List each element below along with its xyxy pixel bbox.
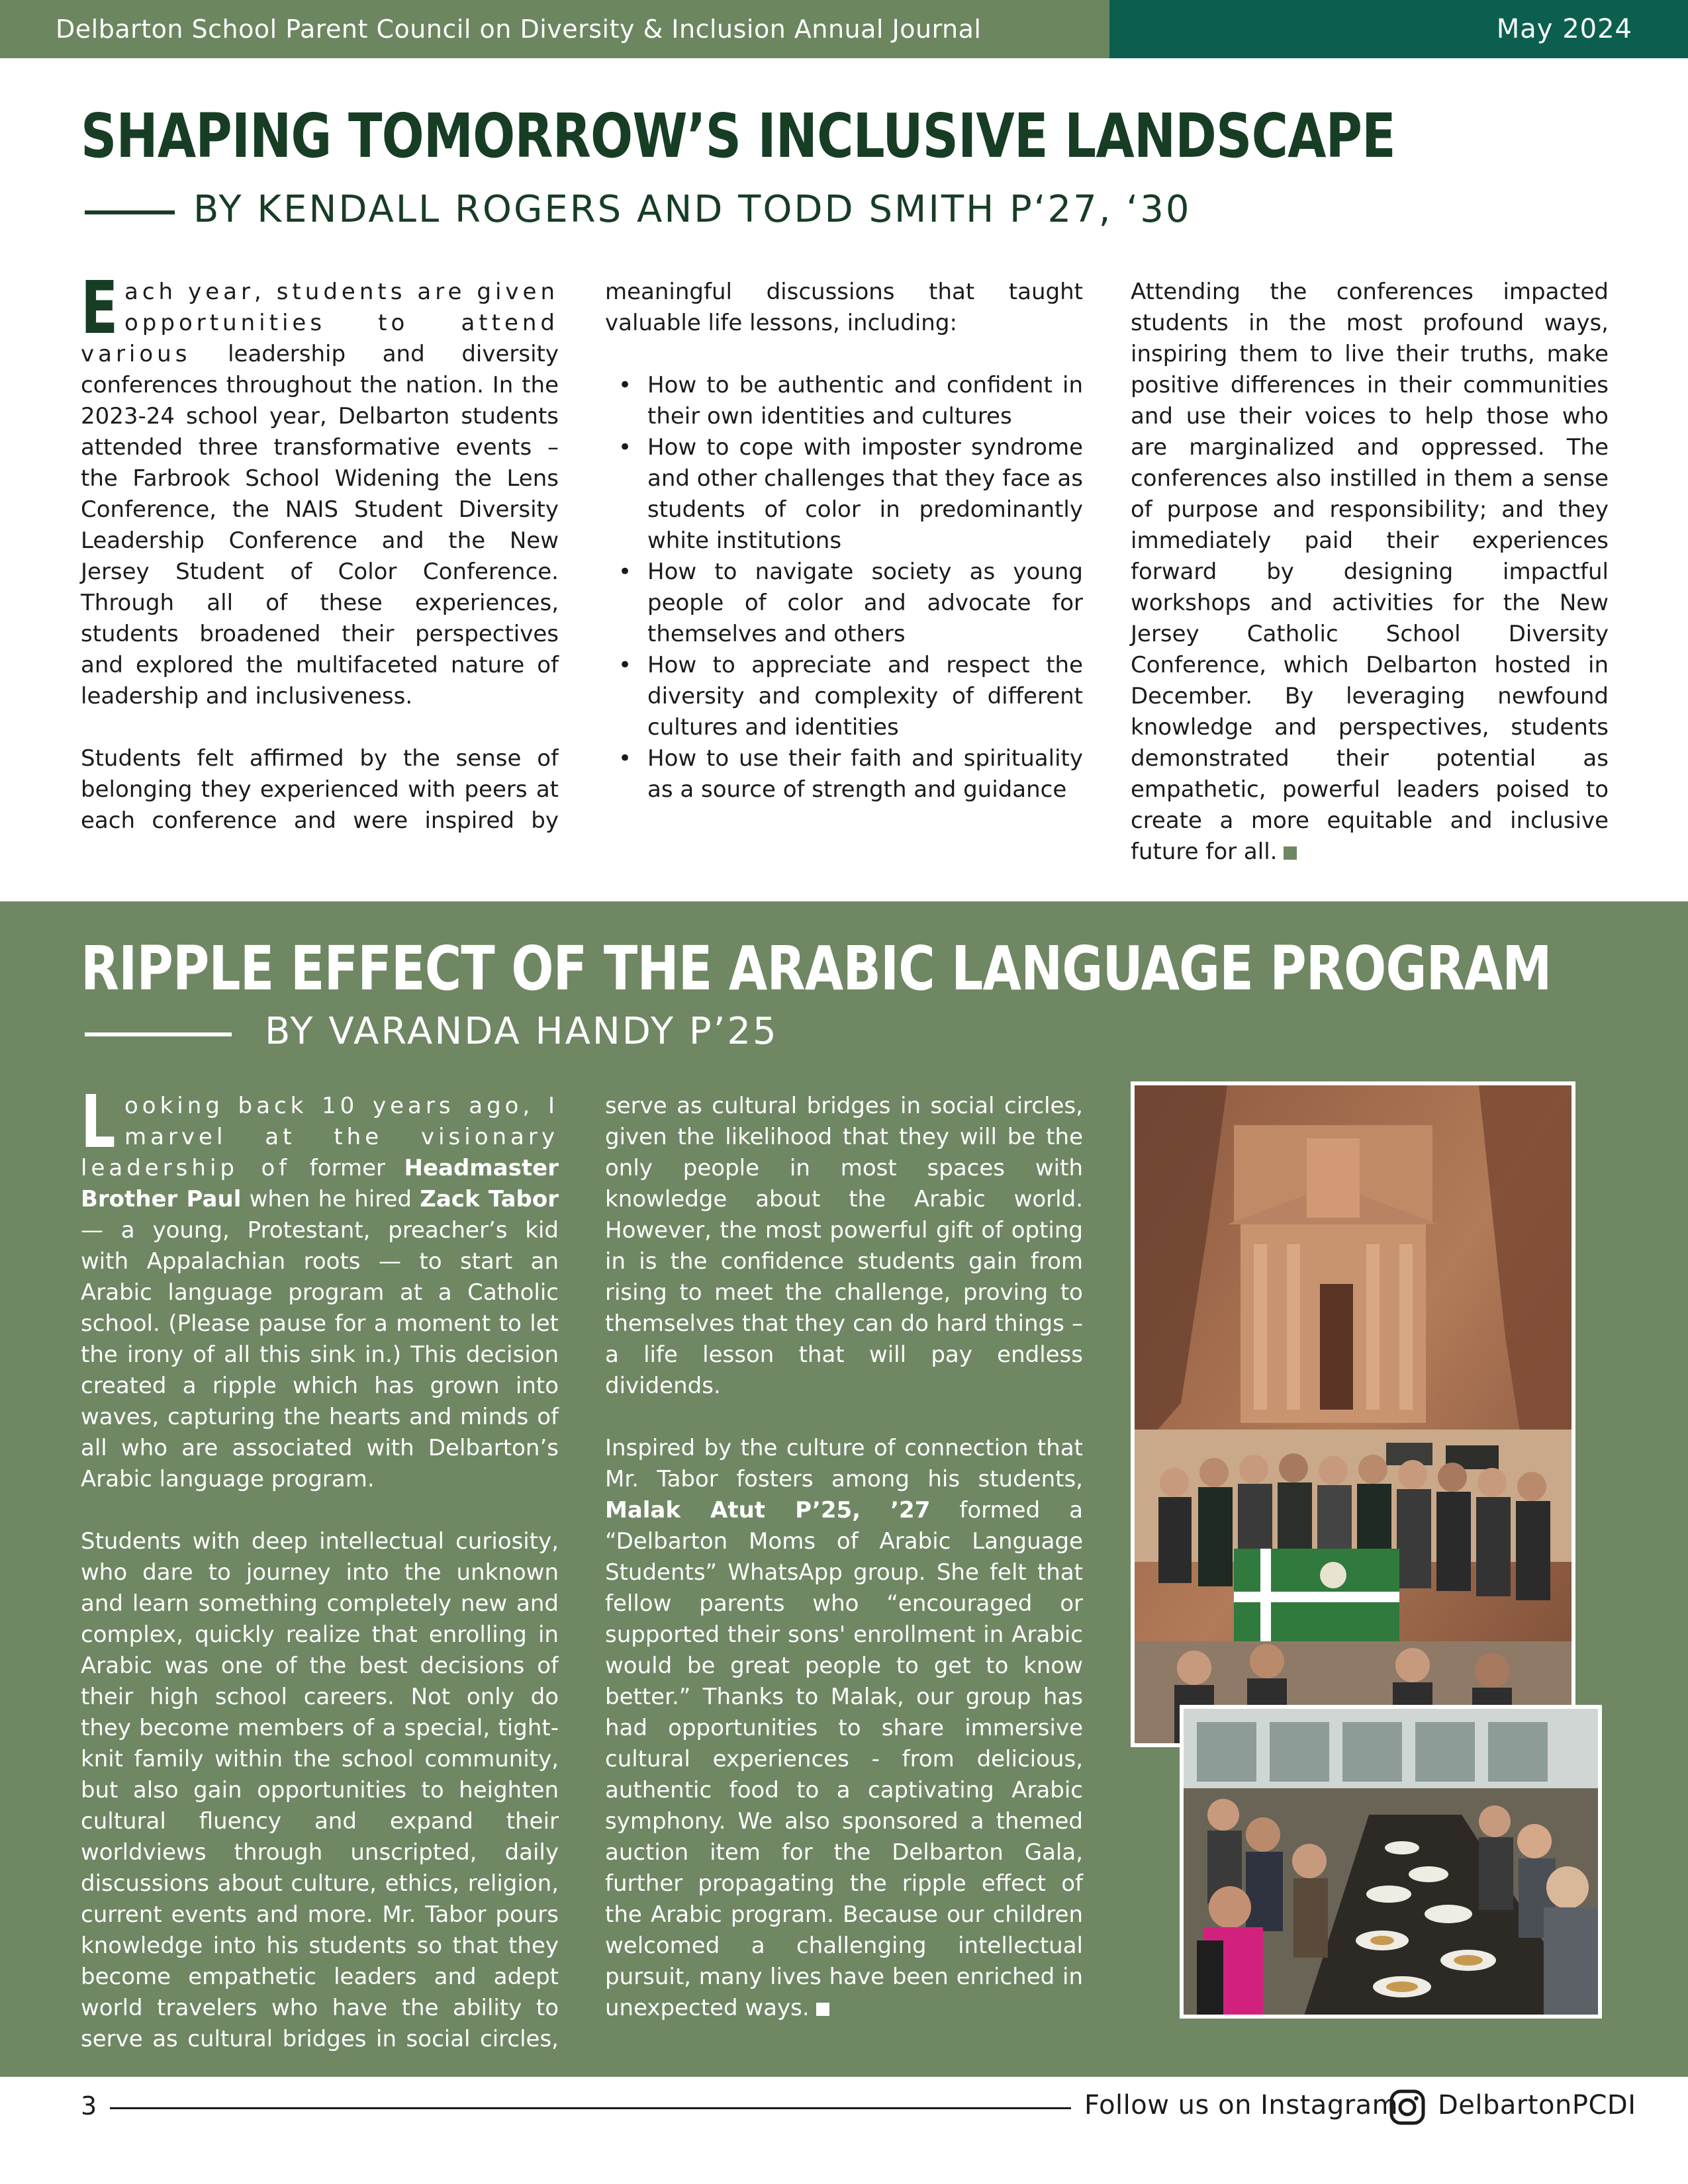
article1-paragraph-2-continued: meaningful discussions that taught valuable life lessons, including: <box>605 279 1083 336</box>
article2-text: former <box>291 1155 404 1181</box>
article2-byline-rule <box>85 1032 232 1036</box>
article1-byline: BY KENDALL ROGERS AND TODD SMITH P‘27, ‘30 <box>193 188 1192 231</box>
article1-paragraph-1 <box>81 265 559 712</box>
article2-paragraph-3 <box>605 1433 1083 2024</box>
article1-paragraph-3-text: Attending the conferences impacted students in the most profound ways, inspiring them to live their truths, make positive differences in their communities and use their voices to help those who are marginalized and oppressed. The conferences also instilled in them a sense of purpose and responsibility; and they immediately paid their experiences forward by designing impactful workshops and activities for the New Jersey Catholic School Diversity Conference, which Delbarton hosted in December. By leveraging newfound knowledge and perspectives, students demonstrated their potential as empathetic, powerful leaders poised to create a more equitable and inclusive future for all. <box>1131 279 1609 865</box>
article1-byline-rule <box>85 210 175 214</box>
article2-paragraph-1 <box>81 1079 559 1495</box>
article2-paragraph-2-continued: serve as cultural bridges in social circles, given the likelihood that they will be the only people in most spaces with knowledge about the Arabic world. However, the most powerful gift of opting in is the confidence students gain from rising to meet the challenge, proving to themselves that they can do hard things – a life lesson that will pay endless dividends. <box>605 1093 1083 1399</box>
header-bar <box>0 0 1688 58</box>
article2-text: when he hired <box>241 1186 420 1212</box>
parent-name: Malak Atut P’25, ’27 <box>605 1497 931 1524</box>
issue-date: May 2024 <box>1109 0 1688 58</box>
article2-text: — a young, Protestant, preacher’s kid with Appalachian roots — to start an Arabic language program at a Catholic school. (Please pause for a moment to let the irony of all this sink in.) This decision created a ripple which has grown into waves, capturing the hearts and minds of all who are associated with Delbarton’s Arabic language program. <box>81 1217 559 1492</box>
end-mark-icon <box>816 2003 829 2016</box>
instagram-handle[interactable]: DelbartonPCDI <box>1438 2090 1636 2120</box>
article1-lead: ach year, students are given opportunities to attend various <box>81 279 559 367</box>
moms-dinner-illustration <box>1184 1709 1598 2015</box>
list-item: • How to appreciate and respect the diversity and complexity of different cultures and identities <box>605 650 1083 743</box>
article2-byline: BY VARANDA HANDY P’25 <box>265 1010 778 1053</box>
life-lessons-list <box>605 370 1083 805</box>
headmaster-name: Headmaster Brother Paul <box>81 1155 559 1212</box>
article2-text: formed a “Delbarton Moms of Arabic Language Students” WhatsApp group. She felt that fellow parents who “encouraged or supported their sons' enrollment in Arabic would be great people to get to know better.” Thanks to Malak, our group has had opportunities to share immersive cultural experiences - from delicious, authentic food to a captivating Arabic symphony. We also sponsored a themed auction item for the Delbarton Gala, further propagating the ripple effect of the Arabic program. Because our children welcomed a challenging intellectual pursuit, many lives have been enriched in unexpected ways. <box>605 1497 1083 2021</box>
article2-dropcap: L <box>81 1079 116 1164</box>
article2-paragraph-2: Students with deep intellectual curiosity, who dare to journey into the unknown and learn something completely new and complex, quickly realize that enrolling in Arabic was one of the best decisions of their high school careers. Not only do they become members of a special, tight-knit family within the school community, but also gain opportunities to heighten cultural fluency and expand their worldviews through unscripted, daily discussions about culture, ethics, religion, current events and more. Mr. Tabor pours knowledge into his students so that they become empathetic leaders and adept world travelers who have the ability to serve as cultural bridges in social circles, <box>81 1528 559 2052</box>
list-item: • How to cope with imposter syndrome and other challenges that they face as students of color in predominantly white institutions <box>605 432 1083 557</box>
article2-lead: ooking back 10 years ago, I marvel at the visionary leadership of <box>81 1093 559 1181</box>
follow-text: Follow us on Instagram <box>1084 2090 1399 2120</box>
instagram-icon[interactable] <box>1389 2089 1426 2126</box>
article1-dropcap: E <box>81 265 118 350</box>
list-item: • How to use their faith and spirituality as a source of strength and guidance <box>605 743 1083 805</box>
article2-column-1 <box>81 1079 559 2055</box>
article1-title: SHAPING TOMORROW’S INCLUSIVE LANDSCAPE <box>81 101 1395 171</box>
end-mark-icon <box>1284 846 1297 860</box>
article1-column-1 <box>81 265 559 837</box>
article1-paragraph-2: Students felt affirmed by the sense of belonging they experienced with peers at each conference and were inspired by <box>81 745 559 834</box>
article2-title: RIPPLE EFFECT OF THE ARABIC LANGUAGE PROGRAM <box>81 933 1552 1004</box>
petra-group-photo <box>1131 1081 1575 1747</box>
list-item: • How to be authentic and confident in their own identities and cultures <box>605 370 1083 432</box>
footer-rule <box>110 2107 1071 2109</box>
article1-paragraph-1-text: leadership and diversity conferences throughout the nation. In the 2023-24 school year, Delbarton students attended three transformative events – the Farbrook School Widening the Lens Conference, the NAIS Student Diversity Leadership Conference and the New Jersey Student of Color Conference. Through all of these experiences, students broadened their perspectives and explored the multifaceted nature of leadership and inclusiveness. <box>81 341 559 709</box>
article1-column-2 <box>605 277 1083 805</box>
moms-dinner-photo <box>1180 1705 1602 2019</box>
list-item: • How to navigate society as young people of color and advocate for themselves and others <box>605 557 1083 650</box>
teacher-name: Zack Tabor <box>420 1186 559 1212</box>
article2-text: Inspired by the culture of connection that Mr. Tabor fosters among his students, <box>605 1435 1083 1492</box>
journal-title: Delbarton School Parent Council on Diversity & Inclusion Annual Journal <box>0 0 1109 58</box>
article1-paragraph-3 <box>1131 277 1609 868</box>
article1-column-3 <box>1131 277 1609 868</box>
article2-column-2 <box>605 1091 1083 2024</box>
page-number: 3 <box>81 2091 97 2120</box>
petra-group-illustration <box>1135 1085 1571 1743</box>
